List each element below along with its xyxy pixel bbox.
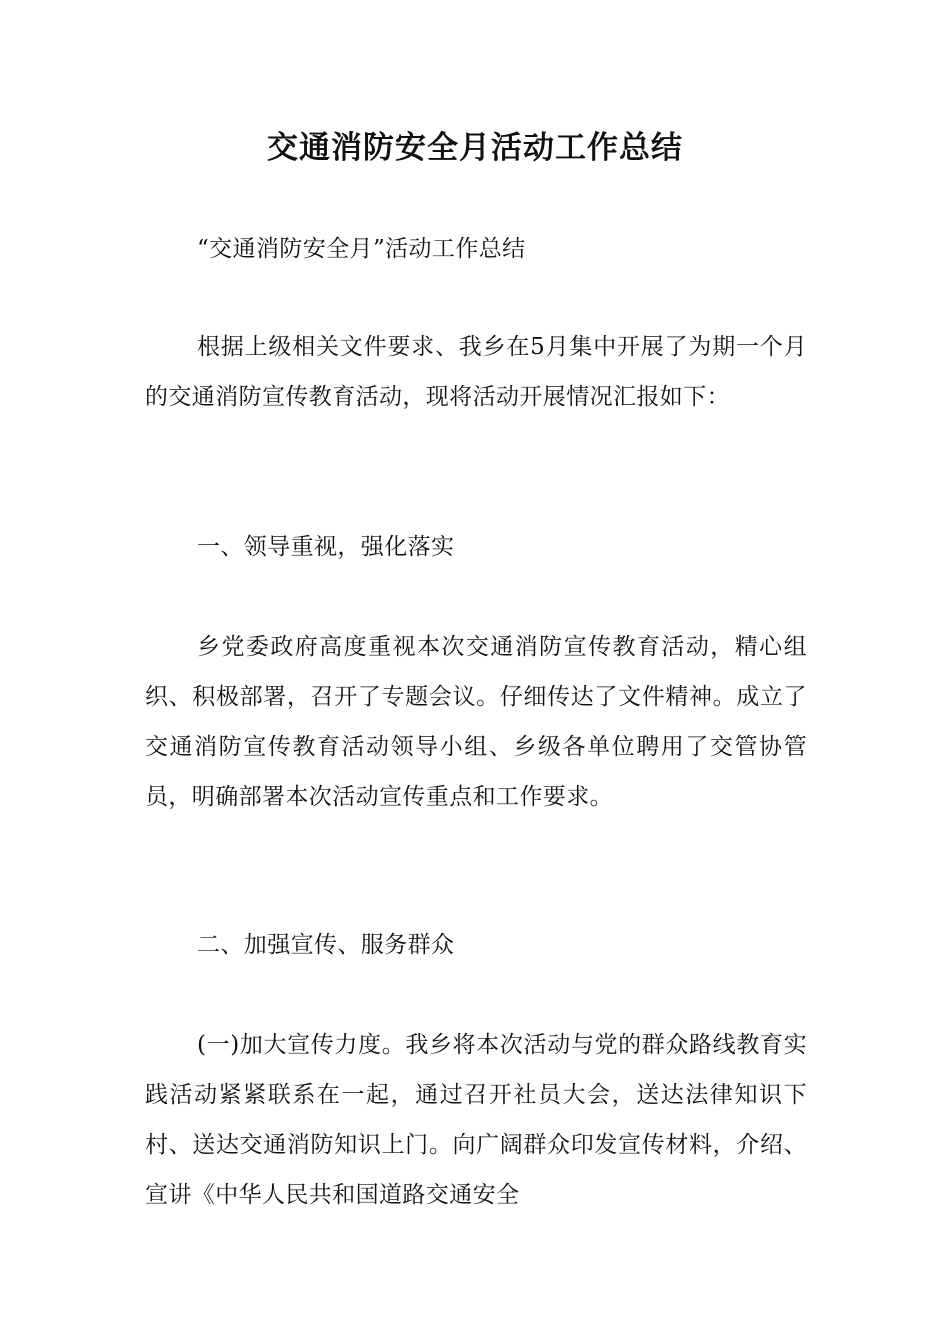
intro-paragraph: 根据上级相关文件要求、我乡在5月集中开展了为期一个月的交通消防宣传教育活动，现将活动开展情况汇报如下： [145,334,807,410]
section-heading-1: 一、领导重视，强化落实 [197,534,455,560]
section-paragraph-1: 乡党委政府高度重视本次交通消防宣传教育活动，精心组织、积极部署，召开了专题会议。仔细传达了文件精神。成立了交通消防宣传教育活动领导小组、乡级各单位聘用了交管协管员，明确部署本次活动宣传重点和工作要求。 [145,634,807,810]
section-heading-2: 二、加强宣传、服务群众 [197,932,455,958]
document-title: 交通消防安全月活动工作总结 [267,130,683,166]
section-paragraph-2: (一)加大宣传力度。我乡将本次活动与党的群众路线教育实践活动紧紧联系在一起，通过召开社员大会，送达法律知识下村、送达交通消防知识上门。向广阔群众印发宣传材料，介绍、宣讲《中华人民共和国道路交通安全 [145,1032,807,1208]
document-subtitle: “交通消防安全月”活动工作总结 [197,236,526,262]
